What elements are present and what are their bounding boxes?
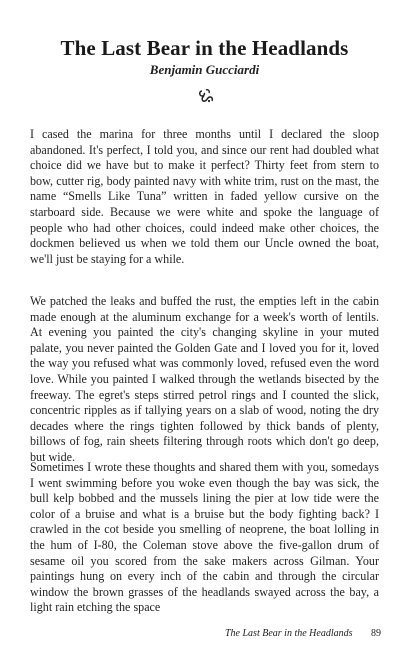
paragraph-1: I cased the marina for three months until I declared the sloop abandoned. It's perfect, I told you, and since our rent had doubled what choice did we have but to make it perfect? Thirty feet from stern to bow, cutter rig, body painted navy with white trim, rust on the mast, the name “Smells Like Tuna” written in faded yellow cursive on the starboard side. Because we were white and spoke the language of people who had other choices, could indeed make other choices, the dockmen believed us when we told them our Uncle owned the boat, we'll just be staying for a while. xyxy=(30,127,379,266)
page-number: 89 xyxy=(371,628,381,639)
page-footer xyxy=(225,628,381,639)
story-title: The Last Bear in the Headlands xyxy=(60,36,349,60)
running-title: The Last Bear in the Headlands xyxy=(225,628,353,639)
author-name: Benjamin Gucciardi xyxy=(149,62,260,77)
floral-ornament-icon xyxy=(197,87,215,105)
paragraph-3: Sometimes I wrote these thoughts and shared them with you, somedays I went swimming before you woke even though the bay was sick, the bull kelp bobbed and the mussels lining the pier at low tide were the color of a bruise and what is a bruise but the body fighting back? I crawled in the cot beside you smelling of neoprene, the boat lolling in the hum of I-80, the Coleman stove above the five-gallon drum of sesame oil you scored from the sake makers across Gilman. Your paintings hung on every inch of the cabin and through the circular window the brown grasses of the headlands swayed across the bay, a light rain etching the space xyxy=(30,460,379,615)
paragraph-2: We patched the leaks and buffed the rust, the empties left in the cabin made enough at the aluminum exchange for a week's worth of lentils. At evening you painted the city's changing skyline in your muted palate, you never painted the Golden Gate and I loved you for it, loved the way you refused what was commonly loved, refused even the word love. While you painted I walked through the wetlands bisected by the freeway. The egret's steps stirred petrol rings and I counted the slick, concentric ripples as if tallying years on a slab of wood, noting the dry decades where the rings tighten followed by thick bands of plenty, billows of fog, rain sheets filtering through roots which don't go deep, but wide. xyxy=(30,294,379,464)
